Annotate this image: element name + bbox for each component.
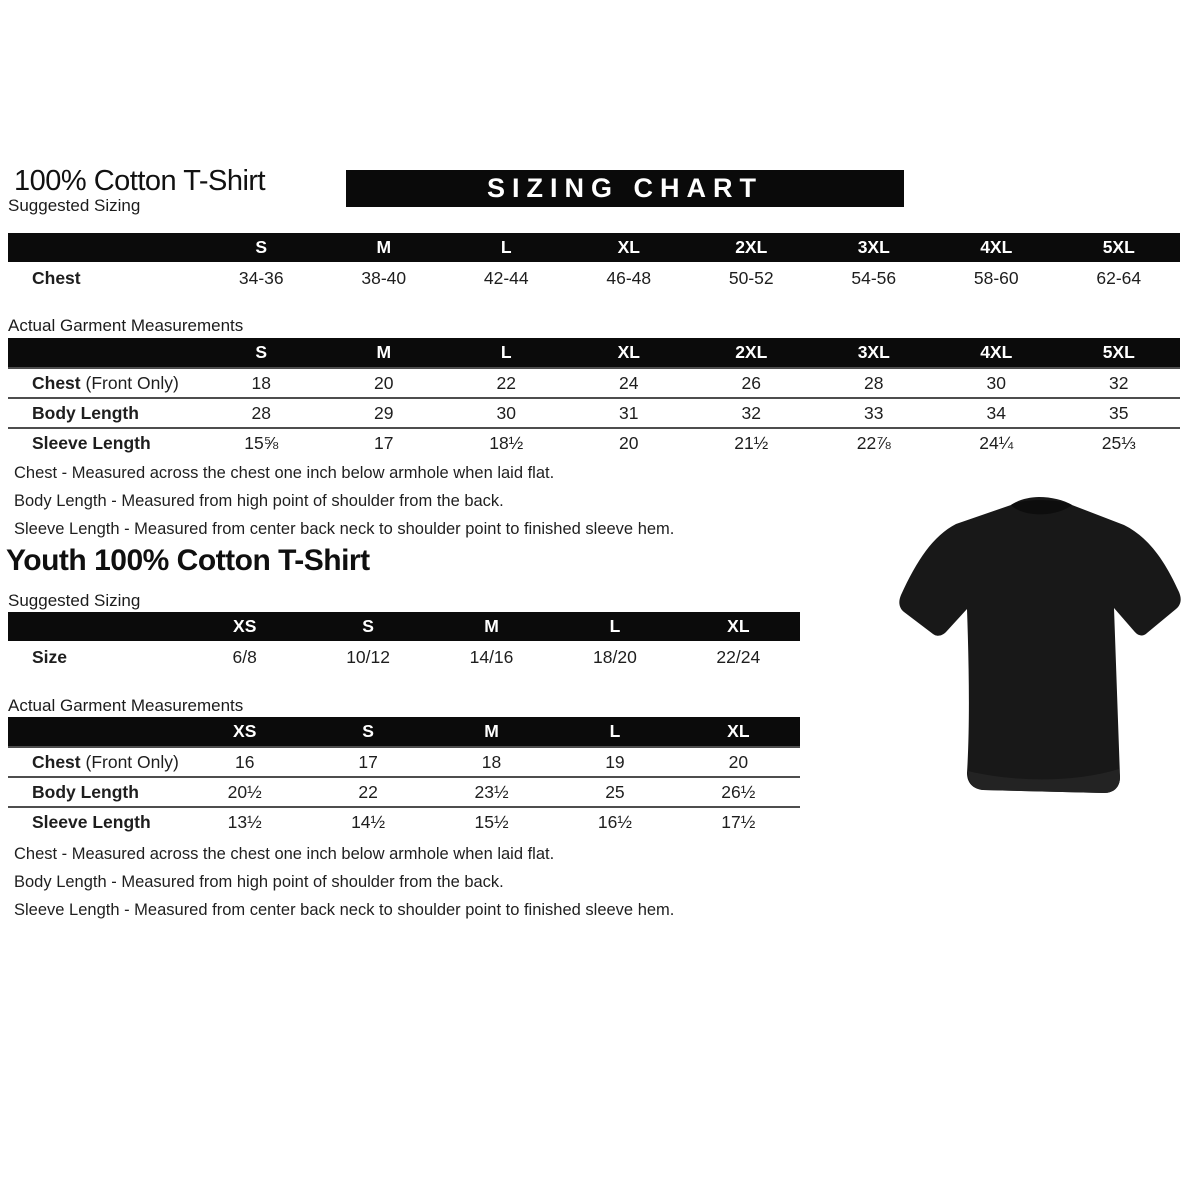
table-row-body-length: [8, 776, 800, 806]
measurement-cell: 22: [358, 781, 378, 802]
youth-title: Youth 100% Cotton T-Shirt: [6, 544, 370, 577]
size-col-header: 4XL: [980, 342, 1013, 362]
youth-suggested-table: [8, 612, 800, 674]
size-col-header: XS: [233, 721, 257, 741]
page-title: 100% Cotton T-Shirt: [14, 165, 266, 197]
measurement-cell: 34: [986, 402, 1006, 423]
size-col-header: 3XL: [857, 342, 890, 362]
size-col-header: L: [609, 721, 621, 741]
table-row-body-length: [8, 397, 1180, 427]
measurement-cell: 14/16: [469, 647, 514, 667]
row-label: Chest (Front Only): [32, 372, 179, 393]
note-line: Sleeve Length - Measured from center back neck to shoulder point to finished sleeve hem.: [14, 520, 675, 538]
adult-actual-table: [8, 338, 1180, 457]
measurement-cell: 26½: [721, 781, 756, 802]
adult-measurement-notes: [14, 459, 674, 543]
measurement-cell: 18: [481, 751, 502, 772]
table-row-chest: [8, 367, 1180, 397]
measurement-cell: 18: [251, 372, 271, 393]
row-label: Body Length: [32, 781, 139, 802]
size-col-header: M: [484, 721, 499, 741]
measurement-cell: 23½: [474, 781, 509, 802]
table-row-chest: [8, 746, 800, 776]
measurement-cell: 22: [496, 372, 516, 393]
measurement-cell: 32: [741, 402, 761, 423]
measurement-cell: 21½: [734, 432, 769, 453]
row-label: Chest: [32, 268, 81, 288]
measurement-cell: 24: [619, 372, 639, 393]
measurement-cell: 58-60: [973, 268, 1019, 288]
measurement-cell: 16½: [597, 811, 632, 832]
adult-suggested-table: [8, 233, 1180, 295]
size-col-header: L: [609, 616, 621, 636]
note-line: Chest - Measured across the chest one inch below armhole when laid flat.: [14, 845, 555, 863]
row-label: Size: [32, 647, 68, 667]
size-col-header: S: [362, 616, 374, 636]
size-col-header: XL: [727, 616, 750, 636]
measurement-cell: 38-40: [361, 268, 407, 288]
note-line: Chest - Measured across the chest one inch below armhole when laid flat.: [14, 464, 555, 482]
measurement-cell: 19: [605, 751, 625, 772]
size-col-header: 2XL: [735, 342, 768, 362]
measurement-cell: 25: [605, 781, 625, 802]
row-label: Sleeve Length: [32, 432, 151, 453]
measurement-cell: 42-44: [483, 268, 529, 288]
table-row-size: [8, 641, 800, 674]
size-col-header: M: [484, 616, 499, 636]
measurement-cell: 20: [728, 751, 749, 772]
measurement-cell: 30: [986, 372, 1006, 393]
table-row-sleeve-length: [8, 427, 1180, 457]
size-header-row: [8, 717, 800, 746]
measurement-cell: 20: [374, 372, 394, 393]
size-col-header: 5XL: [1102, 342, 1135, 362]
measurement-cell: 26: [741, 372, 761, 393]
measurement-cell: 34-36: [238, 268, 284, 288]
measurement-cell: 22⅞: [856, 432, 891, 453]
measurement-cell: 14½: [351, 811, 386, 832]
adult-suggested-sizing-label: Suggested Sizing: [8, 196, 141, 215]
youth-actual-measurements-label: Actual Garment Measurements: [8, 696, 244, 715]
measurement-cell: 28: [251, 402, 271, 423]
size-col-header: L: [500, 237, 512, 257]
note-line: Sleeve Length - Measured from center back neck to shoulder point to finished sleeve hem.: [14, 901, 675, 919]
size-col-header: XS: [233, 616, 257, 636]
youth-suggested-sizing-label: Suggested Sizing: [8, 591, 141, 610]
measurement-cell: 35: [1109, 402, 1129, 423]
size-col-header: XL: [617, 342, 640, 362]
youth-actual-table: [8, 717, 800, 836]
youth-measurement-notes: [14, 840, 674, 924]
size-col-header: XL: [617, 237, 640, 257]
measurement-cell: 32: [1109, 372, 1129, 393]
measurement-cell: 30: [496, 402, 516, 423]
measurement-cell: 17: [374, 432, 394, 453]
size-header-row: [8, 338, 1180, 367]
row-label: Chest (Front Only): [32, 751, 179, 772]
note-line: Body Length - Measured from high point of shoulder from the back.: [14, 873, 504, 891]
row-label: Body Length: [32, 402, 139, 423]
size-col-header: S: [255, 342, 268, 362]
tshirt-image: [888, 481, 1190, 803]
measurement-cell: 33: [864, 402, 884, 423]
table-row-chest: [8, 262, 1180, 295]
measurement-cell: 54-56: [851, 268, 897, 288]
measurement-cell: 22/24: [716, 647, 761, 667]
size-col-header: 2XL: [735, 237, 768, 257]
measurement-cell: 29: [374, 402, 394, 423]
table-row-sleeve-length: [8, 806, 800, 836]
measurement-cell: 18½: [489, 432, 524, 453]
measurement-cell: 31: [619, 402, 639, 423]
measurement-cell: 15⅝: [244, 432, 279, 453]
adult-actual-measurements-label: Actual Garment Measurements: [8, 316, 244, 335]
measurement-cell: 28: [864, 372, 884, 393]
sizing-chart-banner: [346, 170, 904, 207]
size-col-header: S: [362, 721, 374, 741]
measurement-cell: 18/20: [593, 647, 637, 667]
size-col-header: 5XL: [1102, 237, 1135, 257]
size-col-header: M: [376, 342, 392, 362]
measurement-cell: 20: [619, 432, 639, 453]
measurement-cell: 50-52: [728, 268, 774, 288]
size-col-header: 4XL: [980, 237, 1013, 257]
size-header-row: [8, 233, 1180, 262]
size-col-header: S: [255, 237, 268, 257]
size-col-header: L: [500, 342, 512, 362]
row-label: Sleeve Length: [32, 811, 151, 832]
size-col-header: 3XL: [857, 237, 890, 257]
measurement-cell: 13½: [227, 811, 262, 832]
note-line: Body Length - Measured from high point of shoulder from the back.: [14, 492, 504, 510]
measurement-cell: 62-64: [1096, 268, 1142, 288]
measurement-cell: 15½: [474, 811, 509, 832]
measurement-cell: 24¼: [979, 432, 1014, 453]
measurement-cell: 17½: [721, 811, 756, 832]
measurement-cell: 17: [358, 751, 378, 772]
measurement-cell: 46-48: [606, 268, 652, 288]
sizing-chart-banner-label: SIZING CHART: [487, 173, 763, 203]
size-col-header: XL: [727, 721, 750, 741]
measurement-cell: 16: [234, 751, 255, 772]
measurement-cell: 6/8: [232, 647, 257, 667]
measurement-cell: 25⅓: [1101, 432, 1136, 453]
measurement-cell: 10/12: [346, 647, 390, 667]
size-header-row: [8, 612, 800, 641]
measurement-cell: 20½: [227, 781, 262, 802]
size-col-header: M: [376, 237, 392, 257]
